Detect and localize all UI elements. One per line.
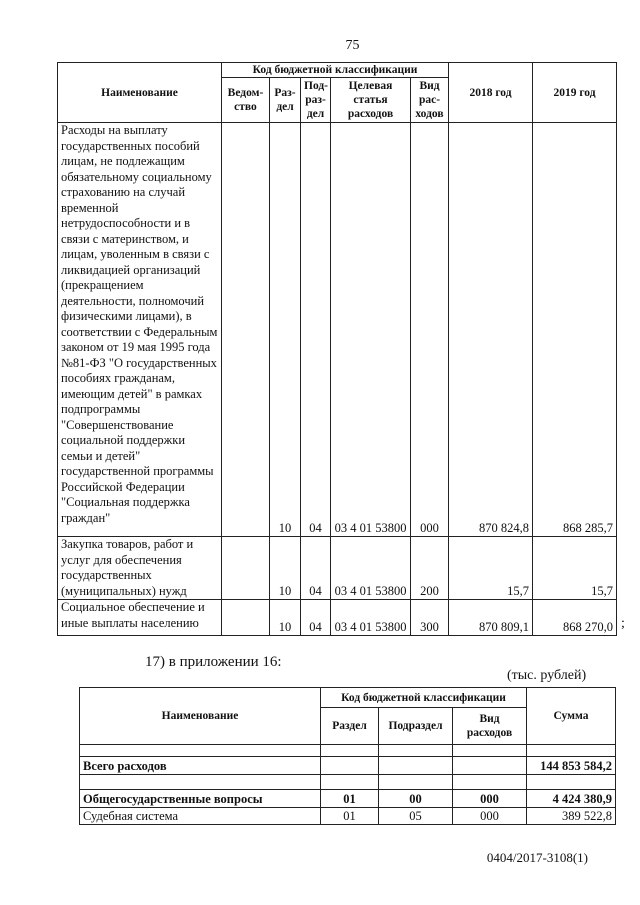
table-row bbox=[58, 123, 617, 537]
col-header-classification: Код бюджетной классификации bbox=[222, 63, 449, 78]
col-header-2019: 2019 год bbox=[533, 63, 617, 123]
row-podrazdel: 04 bbox=[301, 537, 331, 600]
row-razdel bbox=[321, 757, 379, 775]
row-2018: 870 824,8 bbox=[449, 123, 533, 537]
row-podrazdel bbox=[379, 757, 453, 775]
col-header-podrazdel: Подраздел bbox=[379, 708, 453, 745]
row-razdel: 10 bbox=[270, 123, 301, 537]
row-summa: 389 522,8 bbox=[527, 808, 616, 825]
table-row bbox=[80, 790, 616, 808]
row-razdel: 01 bbox=[321, 790, 379, 808]
row-vid: 000 bbox=[453, 790, 527, 808]
col-header-classification: Код бюджетной классификации bbox=[321, 688, 527, 708]
col-header-vid: Вид рас-ходов bbox=[411, 78, 449, 123]
table-row bbox=[80, 757, 616, 775]
table-row bbox=[58, 537, 617, 600]
row-razdel: 10 bbox=[270, 600, 301, 636]
row-name: Общегосударственные вопросы bbox=[80, 790, 321, 808]
col-header-vid: Вид расходов bbox=[453, 708, 527, 745]
row-vedomstvo bbox=[222, 537, 270, 600]
col-header-podrazdel: Под-раз-дел bbox=[301, 78, 331, 123]
row-celevaya: 03 4 01 53800 bbox=[331, 123, 411, 537]
budget-table-appendix bbox=[57, 62, 617, 636]
row-vid bbox=[453, 757, 527, 775]
col-header-summa: Сумма bbox=[527, 688, 616, 745]
row-podrazdel: 04 bbox=[301, 600, 331, 636]
col-header-razdel: Раздел bbox=[321, 708, 379, 745]
row-podrazdel: 05 bbox=[379, 808, 453, 825]
col-header-name: Наименование bbox=[80, 688, 321, 745]
spacer-row bbox=[80, 775, 616, 790]
row-vid: 300 bbox=[411, 600, 449, 636]
row-name: Судебная система bbox=[80, 808, 321, 825]
row-celevaya: 03 4 01 53800 bbox=[331, 600, 411, 636]
unit-note: (тыс. рублей) bbox=[507, 668, 587, 683]
col-header-2018: 2018 год bbox=[449, 63, 533, 123]
row-vid: 000 bbox=[411, 123, 449, 537]
row-vid: 000 bbox=[453, 808, 527, 825]
row-name: Социальное обеспечение и иные выплаты населению bbox=[58, 600, 222, 636]
row-vid: 200 bbox=[411, 537, 449, 600]
row-2019: 15,7 bbox=[533, 537, 617, 600]
document-code: 0404/2017-3108(1) bbox=[486, 850, 588, 865]
row-podrazdel: 00 bbox=[379, 790, 453, 808]
page-number: 75 bbox=[345, 38, 360, 53]
row-summa: 144 853 584,2 bbox=[527, 757, 616, 775]
budget-table-appendix-16 bbox=[79, 687, 616, 825]
trailing-semicolon: ; bbox=[621, 616, 625, 631]
row-vedomstvo bbox=[222, 123, 270, 537]
row-name: Расходы на выплату государственных пособий лицам, не подлежащим обязательному социальному страхованию на случай временной нетрудоспособности и в связи с материнством, и лицам, уволенным в связи с ликвидацией организаций (прекращением деятельности, полномочий физическими лицами), в соответствии с Федеральным законом от 19 мая 1995 года №81-ФЗ "О государственных пособиях гражданам, имеющим детей" в рамках подпрограммы "Совершенствование социальной поддержки семьи и детей" государственной программы Российской Федерации "Социальная поддержка граждан" bbox=[58, 123, 222, 537]
col-header-razdel: Раз-дел bbox=[270, 78, 301, 123]
col-header-name: Наименование bbox=[58, 63, 222, 123]
table-row bbox=[80, 808, 616, 825]
row-razdel: 01 bbox=[321, 808, 379, 825]
row-celevaya: 03 4 01 53800 bbox=[331, 537, 411, 600]
row-razdel: 10 bbox=[270, 537, 301, 600]
row-2019: 868 270,0 bbox=[533, 600, 617, 636]
row-vedomstvo bbox=[222, 600, 270, 636]
col-header-vedomstvo: Ведом-ство bbox=[222, 78, 270, 123]
row-2018: 15,7 bbox=[449, 537, 533, 600]
row-2018: 870 809,1 bbox=[449, 600, 533, 636]
row-name: Всего расходов bbox=[80, 757, 321, 775]
row-summa: 4 424 380,9 bbox=[527, 790, 616, 808]
section-heading: 17) в приложении 16: bbox=[145, 654, 282, 670]
row-podrazdel: 04 bbox=[301, 123, 331, 537]
row-2019: 868 285,7 bbox=[533, 123, 617, 537]
table-row bbox=[58, 600, 617, 636]
spacer-row bbox=[80, 745, 616, 757]
col-header-celevaya: Целевая статья расходов bbox=[331, 78, 411, 123]
row-name: Закупка товаров, работ и услуг для обеспечения государственных (муниципальных) нужд bbox=[58, 537, 222, 600]
